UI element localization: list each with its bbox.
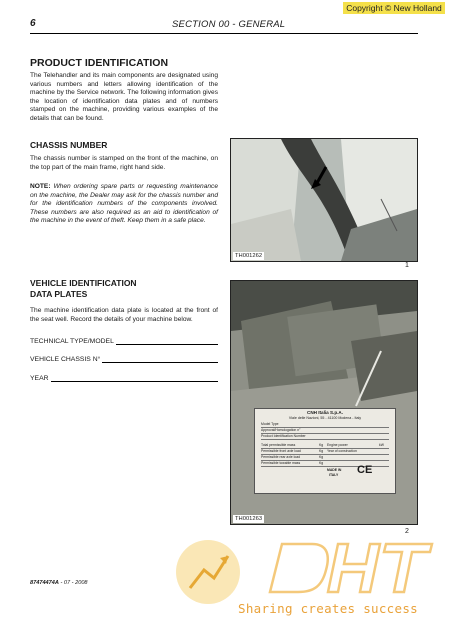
- figure1-caption: TH001262: [235, 253, 263, 259]
- plate-unit-kg-1: Kg: [319, 443, 324, 447]
- plate-unit-kg-4: Kg: [319, 461, 324, 465]
- ce-mark: CE: [357, 464, 373, 476]
- note-label: NOTE:: [30, 183, 51, 190]
- seat-well-photo: [230, 280, 418, 525]
- year-field: [30, 374, 218, 382]
- plate-row-approval: Approval/Homologation n°: [261, 428, 301, 432]
- vehicle-heading-line2: DATA PLATES: [30, 289, 88, 299]
- chassis-number-text: The chassis number is stamped on the front of the machine, on the top part of the main frame, right hand side.: [30, 155, 218, 171]
- figure2-caption: TH001263: [235, 516, 263, 522]
- product-identification-text: The Telehandler and its main components are designated using various numbers and letters allowing identification of the machine by the Service network. The following information gives the location of identification data plates and of numbers stamped on the machine, providing various examples of the details that can be found.: [30, 72, 218, 122]
- vehicle-identification-text: The machine identification data plate is located at the front of the seat well. Record the details of your machine below.: [30, 307, 218, 323]
- plate-address: Viale delle Nazioni, 55 - 41100 Modena - Italy: [288, 415, 362, 420]
- year-line: [51, 374, 218, 382]
- plate-made-in: MADE IN: [327, 468, 342, 472]
- plate-row-pin: Product Identification Number: [261, 434, 306, 438]
- chassis-note: [30, 183, 218, 226]
- product-identification-heading: PRODUCT IDENTIFICATION: [30, 57, 169, 69]
- chassis-number-heading: CHASSIS NUMBER: [30, 140, 108, 150]
- plate-unit-kg-2: Kg: [319, 449, 324, 453]
- doc-number: 87474474A: [30, 580, 59, 586]
- technical-type-field: [30, 337, 218, 345]
- plate-row-total-mass: Total permissible mass: [261, 443, 296, 447]
- plate-engine-power: Engine power: [327, 443, 348, 447]
- chassis-field: [30, 355, 218, 363]
- vehicle-heading-line1: VEHICLE IDENTIFICATION: [30, 278, 137, 288]
- plate-row-rear-axle: Permissible rear axle load: [261, 455, 301, 459]
- plate-year-construction: Year of construction: [327, 449, 357, 453]
- note-text: When ordering spare parts or requesting maintenance on the machine, the Dealer may ask for the chassis number and for the identification numbers of the components involved. These numbers are also required as an aid to identification of the machine in the event of theft. Keep them in a safe place.: [30, 183, 218, 224]
- technical-type-label: TECHNICAL TYPE/MODEL: [30, 338, 114, 345]
- chassis-line: [102, 355, 218, 363]
- plate-row-towable-mass: Permissible towable mass: [261, 461, 301, 465]
- watermark-slogan: Sharing creates success: [238, 601, 418, 616]
- figure2-number: 2: [405, 528, 409, 535]
- dht-watermark-logo: [170, 536, 442, 606]
- doc-date: - 07 - 2008: [58, 580, 88, 586]
- figure1-number: 1: [405, 262, 409, 269]
- copyright-label: Copyright © New Holland: [343, 2, 445, 14]
- year-label: YEAR: [30, 375, 49, 382]
- plate-unit-kw: kW: [379, 443, 384, 447]
- plate-row-front-axle: Permissible front axle load: [261, 449, 301, 453]
- plate-row-model: Model Type: [261, 422, 279, 426]
- header-rule: [30, 33, 418, 34]
- data-plate: [254, 408, 396, 494]
- document-reference: [30, 580, 88, 586]
- plate-unit-kg-3: Kg: [319, 455, 324, 459]
- chassis-photo-illustration: [231, 139, 417, 261]
- plate-country: ITALY: [329, 473, 339, 477]
- technical-type-line: [116, 337, 218, 345]
- page-number: 6: [30, 18, 36, 29]
- chassis-photo: [230, 138, 418, 262]
- section-title: SECTION 00 - GENERAL: [172, 19, 286, 30]
- vehicle-identification-heading: [30, 278, 220, 300]
- chassis-label: VEHICLE CHASSIS N°: [30, 356, 101, 363]
- plate-company: CNH Italia S.p.A.: [307, 410, 343, 415]
